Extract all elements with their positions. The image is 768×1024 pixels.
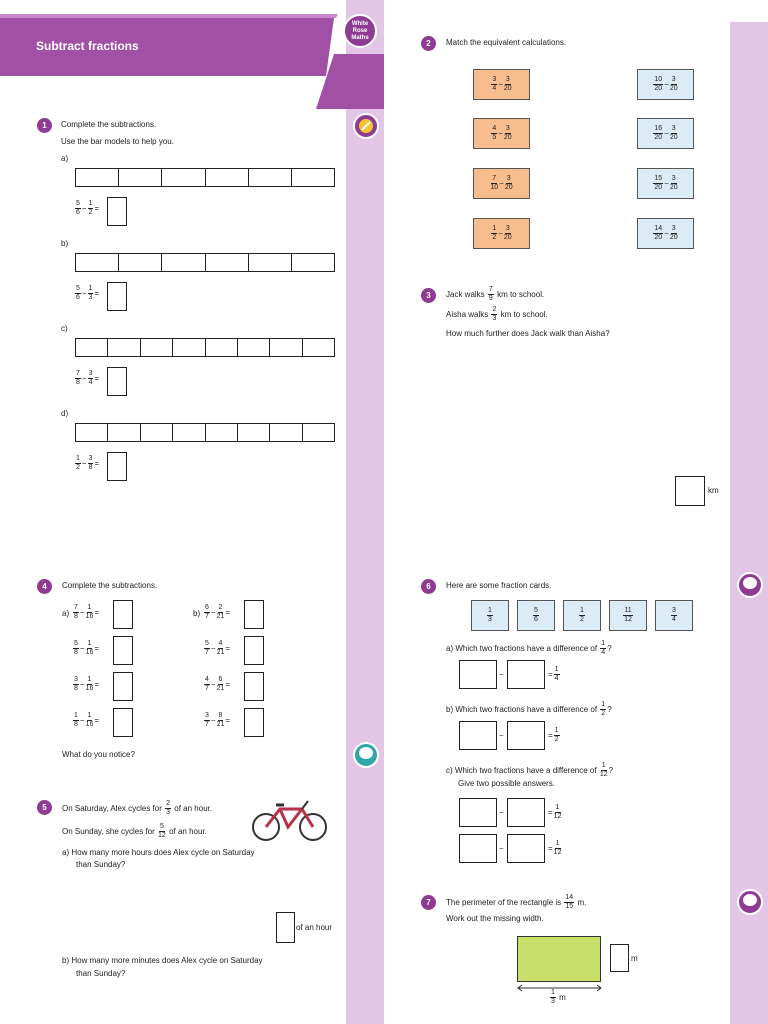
q6c-note: Give two possible answers. xyxy=(458,779,555,788)
subtraction: $\frac{5}{6}$ − $\frac{1}{2}$ = xyxy=(76,200,100,216)
page-gutter xyxy=(346,512,384,1024)
question-number: 3 xyxy=(421,288,436,303)
answer-box[interactable] xyxy=(459,721,497,750)
answer-box[interactable] xyxy=(244,636,264,665)
bar-model xyxy=(75,338,335,357)
bar-model xyxy=(75,168,335,187)
q6-instruction: Here are some fraction cards. xyxy=(446,581,552,590)
q5a-line-2: than Sunday? xyxy=(76,860,126,869)
calc-card[interactable]: $\frac{1}{2}$ − $\frac{3}{20}$ xyxy=(473,218,530,249)
fraction-card[interactable]: $\frac{3}{4}$ xyxy=(655,600,693,631)
subtraction: $\frac{6}{7}$ − $\frac{2}{21}$ = xyxy=(205,604,231,620)
minus-sign: − xyxy=(499,844,504,853)
subtraction: $\frac{7}{8}$ − $\frac{3}{4}$ = xyxy=(76,370,100,386)
part-label: b) xyxy=(193,609,201,618)
subtraction: $\frac{5}{7}$ − $\frac{4}{21}$ = xyxy=(205,640,231,656)
q4-instruction: Complete the subtractions. xyxy=(62,581,158,590)
question-number: 6 xyxy=(421,579,436,594)
answer-box[interactable] xyxy=(107,197,127,226)
question-number: 1 xyxy=(37,118,52,133)
q6c-question: c) Which two fractions have a difference of $\frac{1}{12}$ ? xyxy=(446,762,614,778)
difference: = $\frac{1}{12}$ xyxy=(548,804,562,820)
answer-box[interactable] xyxy=(244,708,264,737)
unit-label: km xyxy=(708,486,719,495)
q3-line-1: Jack walks $\frac{7}{9}$ km to school. xyxy=(446,286,545,302)
worksheet-page-3 xyxy=(0,512,384,1024)
part-label: b) xyxy=(61,239,69,248)
question-number: 2 xyxy=(421,36,436,51)
minus-sign: − xyxy=(499,808,504,817)
rectangle-shape xyxy=(517,936,601,982)
minus-sign: − xyxy=(499,731,504,740)
answer-box[interactable] xyxy=(610,944,629,972)
question-number: 5 xyxy=(37,800,52,815)
answer-box[interactable] xyxy=(459,660,497,689)
answer-box[interactable] xyxy=(459,834,497,863)
calc-card[interactable]: $\frac{16}{20}$ − $\frac{3}{20}$ xyxy=(637,118,694,149)
calc-card[interactable]: $\frac{14}{20}$ − $\frac{3}{20}$ xyxy=(637,218,694,249)
part-label: a) xyxy=(62,609,70,618)
problem-solving-icon xyxy=(737,889,763,915)
answer-box[interactable] xyxy=(507,834,545,863)
worksheet-page-1 xyxy=(0,0,384,512)
answer-box[interactable] xyxy=(507,798,545,827)
worksheet-page-2 xyxy=(384,0,768,512)
answer-box[interactable] xyxy=(113,708,133,737)
answer-box[interactable] xyxy=(113,636,133,665)
q3-line-2: Aisha walks $\frac{2}{3}$ km to school. xyxy=(446,306,548,322)
part-label: a) xyxy=(61,154,69,163)
difference: = $\frac{1}{2}$ xyxy=(548,727,559,743)
length-label: $\frac{1}{3}$ m xyxy=(551,989,566,1005)
pencil-icon xyxy=(353,113,379,139)
unit-label: m xyxy=(631,954,638,963)
answer-box[interactable] xyxy=(675,476,705,506)
answer-box[interactable] xyxy=(244,672,264,701)
question-number: 4 xyxy=(37,579,52,594)
calc-card[interactable]: $\frac{4}{5}$ − $\frac{3}{20}$ xyxy=(473,118,530,149)
difference: = $\frac{1}{4}$ xyxy=(548,666,559,682)
part-label: d) xyxy=(61,409,69,418)
q5-line-1: On Saturday, Alex cycles for $\frac{2}{3}$ of an hour. xyxy=(62,800,213,816)
calc-card[interactable]: $\frac{10}{20}$ − $\frac{3}{20}$ xyxy=(637,69,694,100)
q1-instruction-2: Use the bar models to help you. xyxy=(61,137,174,146)
bicycle-image xyxy=(250,797,330,845)
q1-instruction: Complete the subtractions. xyxy=(61,120,157,129)
q5b-line-2: than Sunday? xyxy=(76,969,126,978)
reasoning-icon xyxy=(353,742,379,768)
fraction-card[interactable]: $\frac{1}{2}$ xyxy=(563,600,601,631)
header-banner xyxy=(0,14,384,114)
unit-label: of an hour xyxy=(296,923,333,932)
q6b-question: b) Which two fractions have a difference of $\frac{1}{2}$ ? xyxy=(446,701,612,717)
q2-instruction: Match the equivalent calculations. xyxy=(446,38,567,47)
q5b-line-1: b) How many more minutes does Alex cycle on Saturday xyxy=(62,956,263,965)
answer-box[interactable] xyxy=(459,798,497,827)
question-number: 7 xyxy=(421,895,436,910)
q4-notice: What do you notice? xyxy=(62,750,135,759)
worksheet-page-4 xyxy=(384,512,768,1024)
answer-box[interactable] xyxy=(107,282,127,311)
fraction-card[interactable]: $\frac{5}{6}$ xyxy=(517,600,555,631)
q7-instruction: Work out the missing width. xyxy=(446,914,544,923)
logo: White Rose Maths xyxy=(343,14,377,48)
answer-box[interactable] xyxy=(507,660,545,689)
answer-box[interactable] xyxy=(107,452,127,481)
calc-card[interactable]: $\frac{7}{10}$ − $\frac{3}{20}$ xyxy=(473,168,530,199)
subtraction: $\frac{1}{2}$ − $\frac{3}{8}$ = xyxy=(76,455,100,471)
answer-box[interactable] xyxy=(507,721,545,750)
q3-question: How much further does Jack walk than Aisha? xyxy=(446,329,610,338)
subtraction: $\frac{5}{6}$ − $\frac{1}{3}$ = xyxy=(76,285,100,301)
q5a-line-1: a) How many more hours does Alex cycle on Saturday xyxy=(62,848,255,857)
part-label: c) xyxy=(61,324,68,333)
fraction-card[interactable]: $\frac{1}{3}$ xyxy=(471,600,509,631)
answer-box[interactable] xyxy=(113,672,133,701)
answer-box[interactable] xyxy=(113,600,133,629)
subtraction: $\frac{4}{7}$ − $\frac{6}{21}$ = xyxy=(205,676,231,692)
answer-box[interactable] xyxy=(107,367,127,396)
minus-sign: − xyxy=(499,670,504,679)
answer-box[interactable] xyxy=(244,600,264,629)
difference: = $\frac{1}{12}$ xyxy=(548,840,562,856)
subtraction: $\frac{7}{8}$ − $\frac{1}{16}$ = xyxy=(74,604,100,620)
subtraction: $\frac{3}{7}$ − $\frac{8}{21}$ = xyxy=(205,712,231,728)
q6a-question: a) Which two fractions have a difference of $\frac{1}{4}$ ? xyxy=(446,640,612,656)
subtraction: $\frac{5}{8}$ − $\frac{1}{16}$ = xyxy=(74,640,100,656)
calc-card[interactable]: $\frac{15}{20}$ − $\frac{3}{20}$ xyxy=(637,168,694,199)
subtraction: $\frac{1}{8}$ − $\frac{1}{16}$ = xyxy=(74,712,100,728)
answer-box[interactable] xyxy=(276,912,295,943)
subtraction: $\frac{3}{8}$ − $\frac{1}{16}$ = xyxy=(74,676,100,692)
page-title: Subtract fractions xyxy=(36,39,139,53)
page-gutter xyxy=(730,22,768,512)
problem-solving-icon xyxy=(737,572,763,598)
bar-model xyxy=(75,423,335,442)
calc-card[interactable]: $\frac{3}{4}$ − $\frac{3}{20}$ xyxy=(473,69,530,100)
q5-line-2: On Sunday, she cycles for $\frac{5}{12}$ of an hour. xyxy=(62,823,207,839)
q7-line-1: The perimeter of the rectangle is $\frac{14}{15}$ m. xyxy=(446,894,587,910)
bar-model xyxy=(75,253,335,272)
fraction-card[interactable]: $\frac{11}{12}$ xyxy=(609,600,647,631)
